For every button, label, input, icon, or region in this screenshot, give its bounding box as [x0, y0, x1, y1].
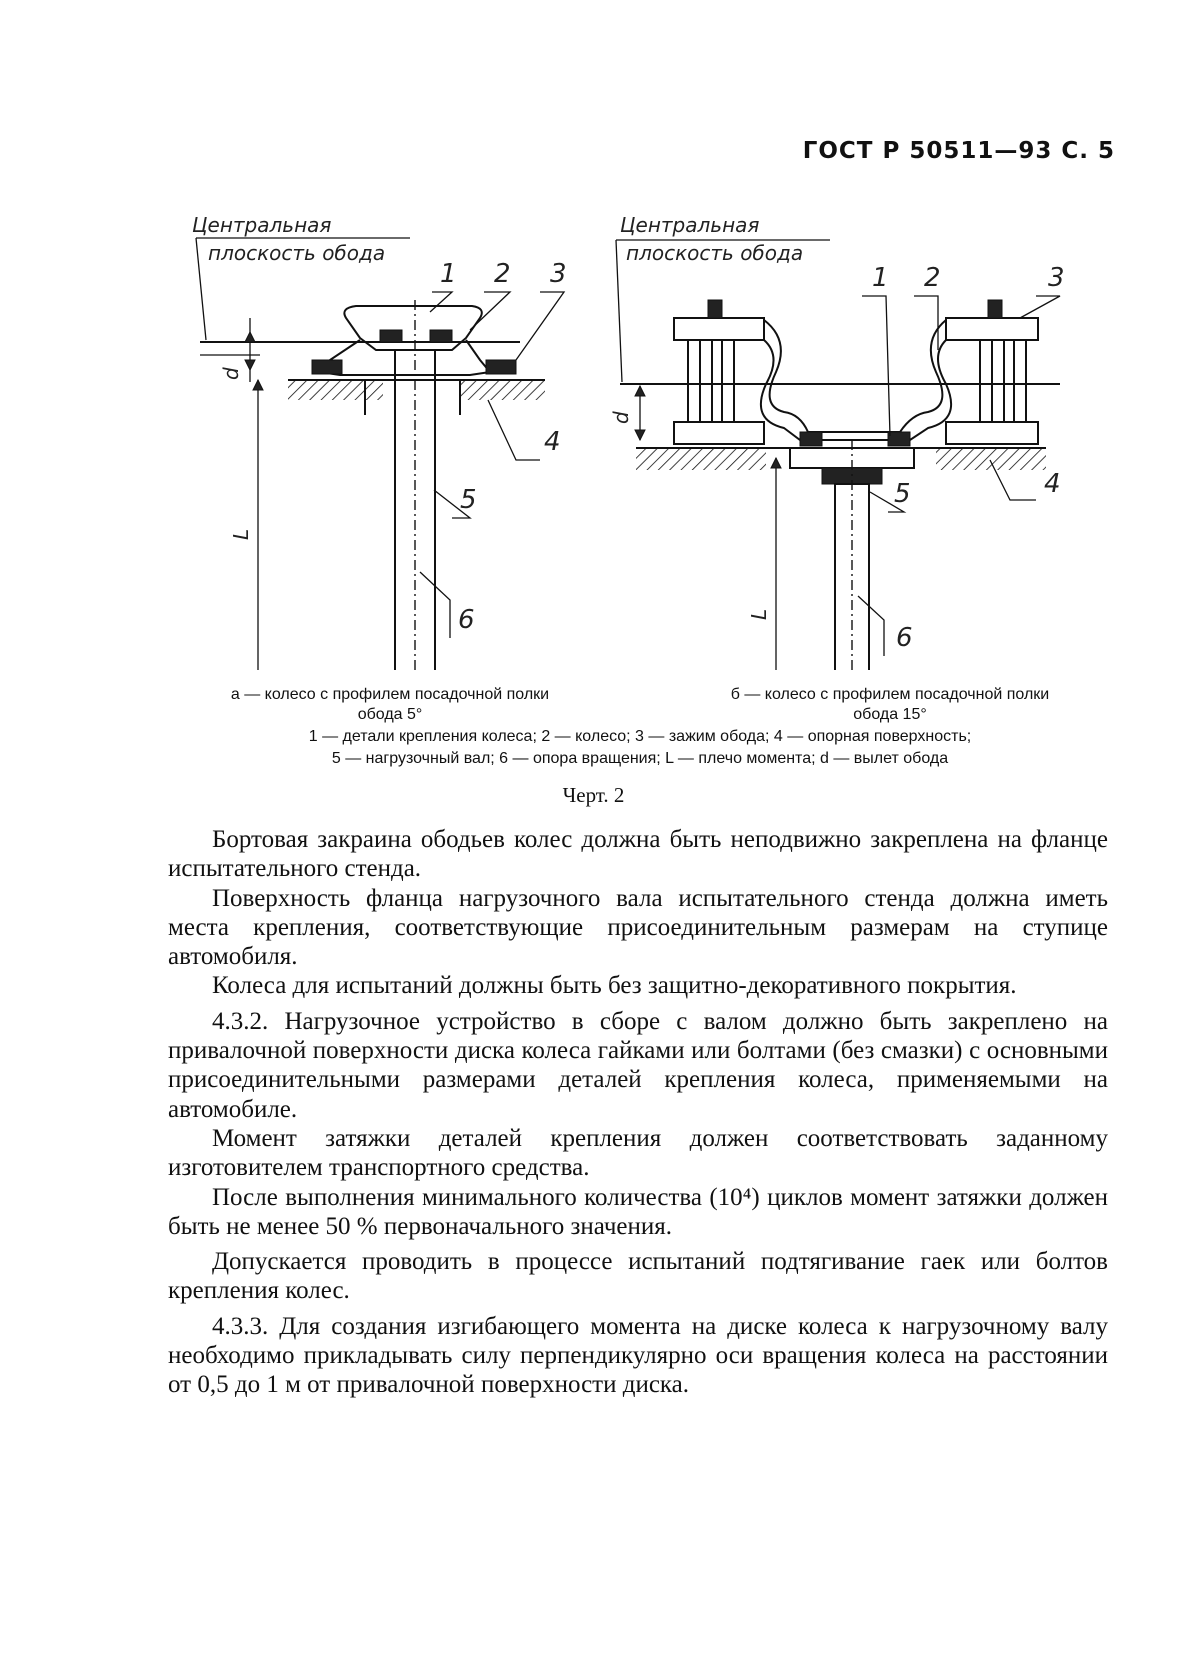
right-callout-4: 4: [1044, 469, 1061, 499]
caption-b-line2: обода 15°: [853, 706, 927, 723]
drawing-a: [192, 213, 694, 670]
left-support-hatch-r: [460, 380, 545, 400]
paragraph: Бортовая закраина ободьев колес должна быть неподвижно закреплена на фланце испытательного стенда.: [168, 826, 1108, 883]
drawing-b: [609, 213, 1080, 670]
right-callout-2: 2: [924, 263, 941, 293]
left-callout-1: 1: [440, 259, 457, 289]
caption-a-line1: а — колесо с профилем посадочной полки: [230, 686, 550, 703]
figure-chert-2: [0, 200, 1187, 670]
figure-captions: [170, 685, 1110, 769]
page-header: ГОСТ Р 50511—93 С. 5: [802, 138, 1115, 164]
right-label-line1: Центральная: [620, 213, 760, 237]
legend-line2: 5 — нагрузочный вал; 6 — опора вращения; L — плечо момента; d — вылет обода: [331, 750, 949, 767]
left-dim-d: d: [219, 367, 243, 380]
left-label-line1: Центральная: [192, 213, 332, 237]
right-label-line2: плоскость обода: [626, 241, 804, 265]
paragraph: Поверхность фланца нагрузочного вала испытательного стенда должна иметь места крепления, соответствующие присоединительным размерам на ступице автомобиля.: [168, 884, 1108, 971]
right-support-hatch-r: [936, 448, 1046, 470]
left-callout-2: 2: [494, 259, 511, 289]
caption-a: [170, 685, 610, 725]
right-support-hatch-l: [636, 448, 766, 470]
body-text: [168, 825, 1108, 1400]
paragraph: 4.3.2. Нагрузочное устройство в сборе с валом должно быть закреплено на привалочной поверхности диска колеса гайками или болтами (без смазки) с основными присоединительными размерами деталей крепления колеса, применяемыми на автомобиле.: [168, 1007, 1108, 1123]
caption-a-line2: обода 5°: [357, 706, 423, 723]
left-label-leader: [196, 238, 206, 340]
paragraph: Допускается проводить в процессе испытаний подтягивание гаек или болтов крепления колес.: [168, 1248, 1108, 1305]
legend-line1: 1 — детали крепления колеса; 2 — колесо; 3 — зажим обода; 4 — опорная поверхность;: [308, 728, 972, 745]
left-callout-3: 3: [550, 259, 567, 289]
right-callout-3: 3: [1048, 263, 1065, 293]
left-rim-clamp-l: [312, 360, 342, 374]
left-dim-L: L: [229, 528, 253, 540]
paragraph: Колеса для испытаний должны быть без защитно-декоративного покрытия.: [212, 972, 1017, 1000]
right-dim-L: L: [747, 608, 771, 620]
paragraph: 4.3.3. Для создания изгибающего момента на диске колеса к нагрузочному валу необходимо прикладывать силу перпендикулярно оси вращения колеса на расстоянии от 0,5 до 1 м от привалочной поверхности диска.: [168, 1312, 1108, 1399]
caption-b: [670, 685, 1110, 725]
paragraph: После выполнения минимального количества (10⁴) циклов момент затяжки должен быть не менее 50 % первоначального значения.: [168, 1183, 1108, 1240]
caption-b-line1: б — колесо с профилем посадочной полки: [730, 686, 1050, 703]
right-callout-5: 5: [894, 479, 911, 509]
paragraph: Момент затяжки деталей крепления должен соответствовать заданному изготовителем транспортного средства.: [168, 1124, 1108, 1182]
left-support-hatch-l: [288, 380, 383, 400]
left-callout-5: 5: [460, 485, 477, 515]
left-callout-4: 4: [544, 427, 561, 457]
left-callout-6: 6: [458, 605, 475, 635]
right-dim-d: d: [609, 411, 633, 424]
right-wheel-rim: [764, 320, 946, 432]
left-rim-clamp-r: [486, 360, 516, 374]
left-wheel-rim: [344, 306, 481, 350]
right-callout-6: 6: [896, 623, 913, 653]
figure-title: Черт. 2: [562, 783, 625, 807]
right-callout-1: 1: [872, 263, 889, 293]
left-label-line2: плоскость обода: [208, 241, 386, 265]
right-label-leader: [616, 240, 622, 382]
